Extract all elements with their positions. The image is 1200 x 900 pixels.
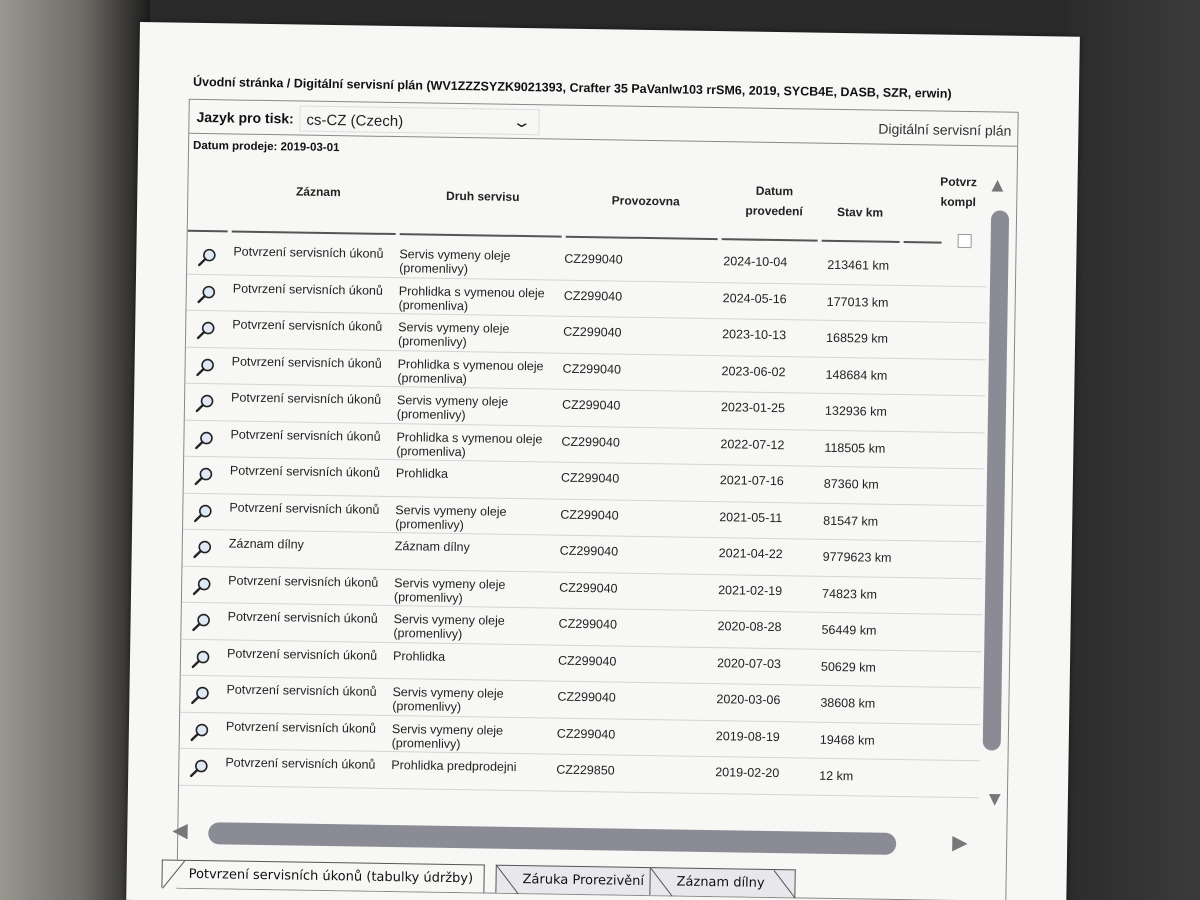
record-cell: Potvrzení servisních úkonů xyxy=(232,280,384,298)
date-cell: 2020-08-28 xyxy=(717,619,782,635)
column-header-service-type[interactable]: Druh servisu xyxy=(446,188,520,204)
date-cell: 2020-07-03 xyxy=(716,655,782,671)
scroll-left-arrow-icon[interactable]: ◀ xyxy=(172,819,188,842)
service-type-cell xyxy=(391,758,556,775)
column-header-workshop[interactable]: Provozovna xyxy=(611,193,680,209)
magnifier-icon[interactable] xyxy=(191,648,211,668)
language-label: Jazyk pro tisk: xyxy=(196,108,294,127)
service-type-cell xyxy=(397,357,562,388)
header-underline xyxy=(904,241,942,244)
service-type-line1: Servis vymeny oleje xyxy=(393,612,505,628)
service-type-cell xyxy=(396,466,561,483)
tab-edge xyxy=(162,860,184,888)
date-cell: 2021-05-11 xyxy=(719,509,783,525)
column-header-record[interactable]: Záznam xyxy=(295,184,341,200)
header-underline xyxy=(722,238,818,242)
service-type-line2: (promenlivy) xyxy=(393,589,463,605)
km-cell: 9779623 km xyxy=(822,549,892,565)
header-underline xyxy=(822,240,900,243)
service-type-cell xyxy=(397,393,562,424)
service-records-table xyxy=(179,238,988,798)
date-cell: 2021-02-19 xyxy=(718,582,783,598)
horizontal-scrollbar[interactable] xyxy=(208,822,896,855)
workshop-cell: CZ299040 xyxy=(564,251,623,267)
magnifier-icon[interactable] xyxy=(189,758,209,778)
workshop-cell: CZ299040 xyxy=(556,726,616,742)
column-header-confirm-line2: kompl xyxy=(940,194,977,210)
magnifier-icon[interactable] xyxy=(190,685,210,705)
service-type-cell xyxy=(395,503,560,534)
service-type-cell xyxy=(393,649,558,666)
service-type-cell xyxy=(395,539,560,556)
service-type-cell xyxy=(396,430,561,461)
km-cell: 87360 km xyxy=(823,476,879,492)
tab-corrosion-warranty[interactable] xyxy=(495,865,655,896)
service-type-line1: Záznam dílny xyxy=(394,539,470,555)
date-cell: 2022-07-12 xyxy=(720,436,785,452)
service-type-line2: (promenlivy) xyxy=(391,735,461,751)
km-cell: 12 km xyxy=(819,768,854,784)
service-type-line2: (promenlivy) xyxy=(396,407,466,423)
date-cell: 2019-08-19 xyxy=(715,728,780,744)
tab-edge xyxy=(650,868,672,896)
service-type-line1: Servis vymeny oleje xyxy=(391,721,504,738)
workshop-cell: CZ299040 xyxy=(561,397,621,413)
record-cell: Potvrzení servisních úkonů xyxy=(226,645,378,663)
magnifier-icon[interactable] xyxy=(193,502,213,522)
km-cell: 74823 km xyxy=(822,586,878,602)
service-type-line1: Servis vymeny oleje xyxy=(395,502,507,519)
scroll-up-arrow-icon[interactable]: ▲ xyxy=(987,174,1008,197)
service-type-line1: Servis vymeny oleje xyxy=(394,575,506,592)
date-cell: 2023-01-25 xyxy=(720,400,786,416)
header-underline xyxy=(566,236,718,240)
km-cell: 132936 km xyxy=(824,403,887,419)
record-cell: Potvrzení servisních úkonů xyxy=(232,317,383,334)
column-header-km[interactable]: Stav km xyxy=(836,204,884,220)
magnifier-icon[interactable] xyxy=(194,466,214,486)
date-cell: 2024-05-16 xyxy=(722,290,787,306)
workshop-cell: CZ299040 xyxy=(563,288,623,304)
workshop-cell: CZ299040 xyxy=(559,543,619,559)
tab-label: Záznam dílny xyxy=(676,874,765,891)
service-type-cell xyxy=(392,722,557,753)
record-cell: Potvrzení servisních úkonů xyxy=(231,353,382,371)
tab-edge xyxy=(773,870,795,898)
workshop-cell: CZ299040 xyxy=(560,470,620,486)
column-header-date[interactable] xyxy=(724,180,825,222)
record-cell: Potvrzení servisních úkonů xyxy=(229,499,380,517)
record-cell: Záznam dílny xyxy=(228,536,304,552)
date-cell: 2023-06-02 xyxy=(721,363,786,379)
magnifier-icon[interactable] xyxy=(195,393,215,413)
workshop-cell: CZ299040 xyxy=(563,324,622,340)
record-cell: Potvrzení servisních úkonů xyxy=(228,572,379,590)
header-underline xyxy=(188,230,228,233)
workshop-cell: CZ299040 xyxy=(557,689,616,705)
km-cell: 50629 km xyxy=(820,659,876,675)
header-underline xyxy=(400,233,562,238)
km-cell: 213461 km xyxy=(827,257,890,273)
service-type-line2: (promenlivy) xyxy=(393,626,463,642)
sale-date: Datum prodeje: 2019-03-01 xyxy=(192,139,340,155)
magnifier-icon[interactable] xyxy=(191,612,211,632)
record-cell: Potvrzení servisních úkonů xyxy=(231,390,382,407)
service-type-cell xyxy=(399,247,564,278)
service-type-line2: (promenliva) xyxy=(397,370,468,386)
service-type-line2: (promenlivy) xyxy=(395,516,465,532)
magnifier-icon[interactable] xyxy=(192,575,212,595)
workshop-cell: CZ299040 xyxy=(561,434,620,450)
workshop-cell: CZ299040 xyxy=(557,653,617,669)
language-value: cs-CZ (Czech) xyxy=(306,111,404,131)
confirm-all-checkbox[interactable] xyxy=(958,234,972,248)
service-type-line1: Servis vymeny oleje xyxy=(399,247,511,263)
background-right xyxy=(1070,0,1200,900)
date-cell: 2021-07-16 xyxy=(719,473,784,489)
service-type-line1: Prohlidka predprodejni xyxy=(391,758,517,775)
breadcrumb[interactable]: Úvodní stránka / Digitální servisní plán (WV1ZZZSYZK9021393, Crafter 35 PaVanlw103 rrSM6, 2019, SYCB4E, DASB, SZR, erwin) xyxy=(192,74,952,101)
service-type-line1: Servis vymeny oleje xyxy=(398,320,510,336)
record-cell: Potvrzení servisních úkonů xyxy=(227,609,378,626)
service-type-cell xyxy=(398,320,563,351)
magnifier-icon[interactable] xyxy=(194,429,214,449)
table-header xyxy=(188,158,989,249)
record-cell: Potvrzení servisních úkonů xyxy=(226,682,377,699)
tab-service-confirmation[interactable] xyxy=(161,859,484,892)
record-cell: Potvrzení servisních úkonů xyxy=(225,718,377,736)
language-select[interactable] xyxy=(299,106,539,136)
record-cell: Potvrzení servisních úkonů xyxy=(229,463,381,480)
language-bar xyxy=(189,100,1017,147)
tab-label: Potvrzení servisních úkonů (tabulky údržby) xyxy=(188,866,474,887)
service-type-line1: Prohlidka s vymenou oleje xyxy=(398,283,545,300)
magnifier-icon[interactable] xyxy=(197,283,217,303)
service-type-cell xyxy=(392,685,557,716)
printed-page xyxy=(126,22,1080,900)
service-type-line1: Servis vymeny oleje xyxy=(392,685,504,701)
service-plan-panel xyxy=(172,99,1018,900)
date-cell: 2021-04-22 xyxy=(718,546,783,562)
km-cell: 19468 km xyxy=(819,732,875,748)
date-cell: 2023-10-13 xyxy=(722,327,787,343)
service-type-cell xyxy=(394,576,559,607)
header-underline xyxy=(232,230,396,235)
service-type-cell xyxy=(398,284,563,315)
plan-title: Digitální servisní plán xyxy=(878,120,1012,139)
service-type-line1: Servis vymeny oleje xyxy=(396,393,509,409)
km-cell: 168529 km xyxy=(826,330,889,346)
km-cell: 177013 km xyxy=(826,294,889,310)
record-cell: Potvrzení servisních úkonů xyxy=(230,426,381,444)
chevron-down-icon[interactable]: ⌄ xyxy=(511,113,533,132)
record-cell: Potvrzení servisních úkonů xyxy=(225,755,376,772)
column-header-confirm-line1: Potvrz xyxy=(940,174,978,190)
column-header-confirm[interactable] xyxy=(928,171,989,212)
workshop-cell: CZ229850 xyxy=(556,762,615,778)
date-cell: 2020-03-06 xyxy=(716,692,781,708)
magnifier-icon[interactable] xyxy=(196,320,216,340)
magnifier-icon[interactable] xyxy=(197,247,217,267)
service-type-line1: Prohlidka s vymenou oleje xyxy=(397,356,544,373)
magnifier-icon[interactable] xyxy=(195,356,215,376)
scroll-down-arrow-icon[interactable]: ▼ xyxy=(984,788,1005,811)
service-type-line2: (promenlivy) xyxy=(397,334,467,350)
date-cell: 2019-02-20 xyxy=(715,765,780,781)
workshop-cell: CZ299040 xyxy=(559,580,618,596)
km-cell: 56449 km xyxy=(821,622,877,638)
magnifier-icon[interactable] xyxy=(190,721,210,741)
column-header-date-line1: Datum xyxy=(755,183,794,199)
tab-edge xyxy=(496,866,518,894)
tab-label: Záruka Prorezivění xyxy=(522,872,645,890)
service-type-cell xyxy=(393,612,558,643)
tab-workshop-record[interactable] xyxy=(649,867,796,897)
scroll-right-arrow-icon[interactable]: ▶ xyxy=(952,831,968,855)
magnifier-icon[interactable] xyxy=(193,539,213,559)
column-header-date-line2: provedení xyxy=(745,203,803,219)
service-type-line2: (promenliva) xyxy=(398,297,469,313)
service-type-line1: Prohlidka xyxy=(395,466,449,481)
bottom-tabs xyxy=(161,859,801,899)
km-cell: 81547 km xyxy=(823,513,879,529)
service-type-line2: (promenlivy) xyxy=(392,699,462,715)
km-cell: 148684 km xyxy=(825,367,888,383)
workshop-cell: CZ299040 xyxy=(560,507,619,523)
service-type-line2: (promenlivy) xyxy=(399,261,469,277)
service-type-line2: (promenliva) xyxy=(396,443,466,459)
km-cell: 38608 km xyxy=(820,695,876,711)
record-cell: Potvrzení servisních úkonů xyxy=(233,244,384,261)
date-cell: 2024-10-04 xyxy=(723,254,788,270)
km-cell: 118505 km xyxy=(824,440,886,456)
service-type-line1: Prohlidka xyxy=(392,648,446,664)
service-type-line1: Prohlidka s vymenou oleje xyxy=(396,429,543,446)
workshop-cell: CZ299040 xyxy=(558,616,618,632)
workshop-cell: CZ299040 xyxy=(562,361,622,377)
